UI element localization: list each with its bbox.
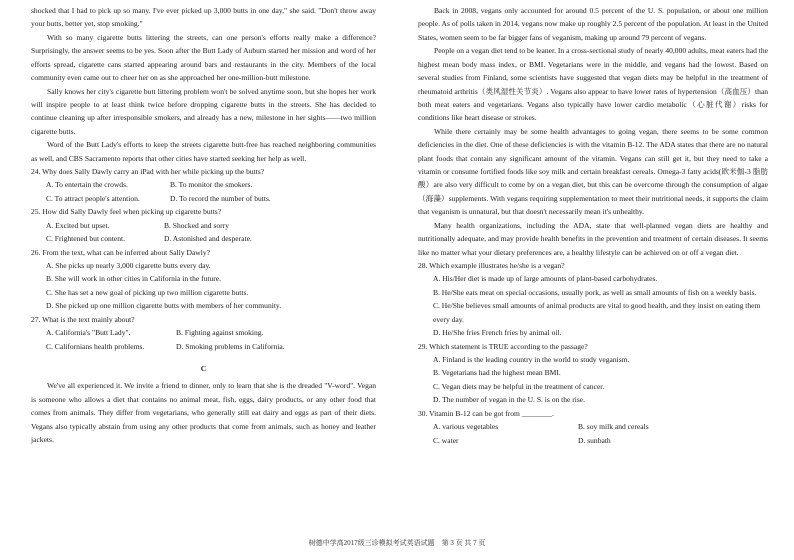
paragraph: We've all experienced it. We invite a friend to dinner, only to learn that she is the dreaded "V-word". Vegan is someone who allows a diet that contains no animal meat, fish, eggs, dairy products, or any other food that comes from animals. They differ from vegetarians, who generally still eat dairy and eggs as part of their diets. Vegans also typically abstain from using any other products that come from animals, such as honey and leather jackets. [31, 381, 376, 445]
paragraph: Word of the Butt Lady's efforts to keep the streets cigarette butt-free has reached neighboring communities as well, and CBS Sacramento reports that other cities have started seeking her help as well. [31, 140, 376, 163]
paragraph: Sally knows her city's cigarette butt littering problem won't be solved anytime soon, but she hopes her work will inspire people to at least think twice before dropping cigarette butts in the streets. She has decided to continue cleaning up after irresponsible smokers, and already has a new, milestone in her sights——two million cigarette butts. [31, 86, 376, 136]
option-d: D. sunbath [578, 435, 611, 445]
question-27 [31, 313, 376, 353]
option-a: A. His/Her diet is made up of large amounts of plant-based carbohydrates. [433, 274, 658, 284]
options-row [46, 340, 376, 353]
option-d: D. Smoking problems in California. [176, 341, 285, 351]
options-row [46, 219, 376, 232]
question-29 [418, 340, 768, 407]
question-28 [418, 259, 768, 340]
paragraph: shocked that I had to pick up so many. I've ever picked up 3,000 butts in one day," she said. "Don't throw away your butts, better yet, stop smoking." [31, 6, 376, 29]
question-stem: 27. What is the text mainly about? [31, 314, 135, 324]
option-d: D. He/She fries French fries by animal oil. [433, 328, 562, 338]
option-b: B. soy milk and cereals [578, 422, 649, 432]
question-24 [31, 165, 376, 205]
option-a: A. Excited but upset. [46, 220, 110, 230]
option-a: A. She picks up nearly 3,000 cigarette butts every day. [46, 261, 211, 271]
options-row [46, 326, 376, 339]
right-column [418, 4, 768, 447]
paragraph: While there certainly may be some health advantages to going vegan, there seems to be some common deficiencies in the diet. One of these deficiencies is with the vitamin B-12. The ADA states that there are no natural plant foods that contain any significant amount of the vitamin. Vegans can still get it, but they need to take a vitamin or consume fortified foods like soy milk and certain breakfast cereals. Omega-3 fatty acids(欧米伽-3 脂肪酸）are also very difficult to come by on a vegan diet, but this can be overcome through the consumption of algae（海藻）supplements. With vegans requiring supplementation to meet their nutritional needs, it supports the claim that veganism is unnatural, but that doesn't necessarily mean it's unhealthy. [418, 126, 768, 217]
options-row [433, 434, 768, 447]
question-stem: 28. Which example illustrates he/she is a vegan? [418, 261, 565, 271]
question-stem: 26. From the text, what can be inferred about Sally Dawly? [31, 247, 210, 257]
paragraph: Back in 2008, vegans only accounted for around 0.5 percent of the U. S. population, or about one million people. As of polls taken in 2014, vegans now make up roughly 2.5 percent of the population. At least in the United States, women seem to be far bigger fans of veganism, making up around 79 percent of vegans. [418, 6, 768, 42]
option-b: B. He/She eats meat on special occasions, usually pork, as well as small amounts of fish on a weekly basis. [433, 287, 757, 297]
option-c: C. Vegan diets may be helpful in the treatment of cancer. [433, 381, 605, 391]
option-d: D. The number of vegan in the U. S. is on the rise. [433, 395, 586, 405]
option-b: B. Fighting against smoking. [176, 328, 264, 338]
paragraph: People on a vegan diet tend to be leaner. In a cross-sectional study of nearly 40,000 adults, meat eaters had the highest mean body mass index, or BMI. Vegetarians were in the middle, and vegans had the lowest. Based on several studies from Finland, some scientists have suggested that vegan diets may be helpful in the treatment of rheumatoid arthritis（类风湿性关节炎）. Vegans also appear to have lower rates of hypertension（高血压）than both meat eaters and vegetarians. Vegans also typically have lower cardio metabolic（心脏代谢）risks for conditions like heart disease or strokes. [418, 46, 768, 123]
option-d: D. She picked up one million cigarette butts with members of her community. [46, 301, 282, 311]
question-25 [31, 205, 376, 245]
question-stem: 29. Which statement is TRUE according to the passage? [418, 341, 588, 351]
option-c: C. Frightened but content. [46, 234, 126, 244]
option-b: B. Shocked and sorry [164, 220, 229, 230]
option-b: B. She will work in other cities in California in the future. [46, 274, 222, 284]
option-a: A. various vegetables [433, 422, 499, 432]
question-26 [31, 246, 376, 313]
option-d: D. To record the number of butts. [170, 193, 271, 203]
option-a: A. Finland is the leading country in the world to study veganism. [433, 354, 630, 364]
option-b: B. Vegetarians had the highest mean BMI. [433, 368, 561, 378]
question-stem: 25. How did Sally Dawly feel when picking up cigarette butts? [31, 207, 222, 217]
paragraph: With so many cigarette butts littering the streets, can one person's efforts really make a difference? Surprisingly, the answer seems to be yes. Soon after the Butt Lady of Auburn started her mission and word of her efforts spread, cigarette cans started appearing around bars and restaurants in the city. Members of the local community even came out to cheer her on as she approached her one-million-butt milestone. [31, 32, 376, 83]
options-row [46, 232, 376, 245]
section-heading: C [200, 363, 207, 373]
option-a: A. To entertain the crowds. [46, 180, 128, 190]
options-row [46, 192, 376, 205]
page-footer: 树德中学高2017级三诊模拟考试英语试题 第 3 页 共 7 页 [308, 539, 486, 547]
option-c: C. He/She believes small amounts of animal products are vital to good health, and they insist on eating them every day. [433, 301, 761, 324]
question-30 [418, 407, 768, 447]
option-a: A. California's "Butt Lady". [46, 328, 131, 338]
question-stem: 24. Why does Sally Dawly carry an iPad with her while picking up the butts? [31, 167, 265, 177]
question-stem: 30. Vitamin B-12 can be got from ________. [418, 408, 554, 418]
paragraph: Many health organizations, including the ADA, state that well-planned vegan diets are healthy and nutritionally adequate, and may provide health benefits in the prevention and treatment of certain diseases. It seems like no matter what your dietary preferences are, a healthy lifestyle can be achieved on or off a vegan diet. [418, 220, 768, 257]
options-row [46, 178, 376, 191]
option-c: C. Californians health problems. [46, 341, 145, 351]
option-c: C. water [433, 435, 459, 445]
option-d: D. Astonished and desperate. [164, 234, 252, 244]
options-row [433, 420, 768, 433]
left-column [31, 4, 376, 447]
option-b: B. To monitor the smokers. [170, 180, 253, 190]
option-c: C. She has set a new goal of picking up two million cigarette butts. [46, 287, 249, 297]
option-c: C. To attract people's attention. [46, 193, 140, 203]
